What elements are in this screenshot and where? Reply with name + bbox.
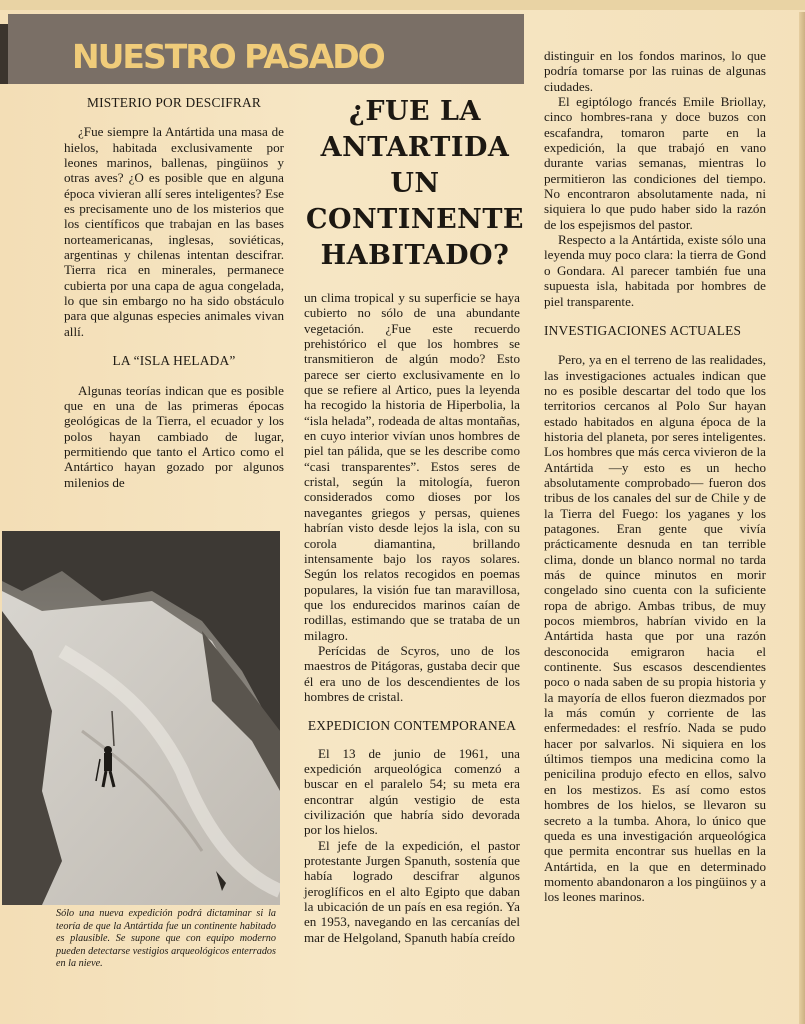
column-1 [64, 95, 284, 490]
antarctic-ice-photo [2, 531, 280, 905]
heading-isla-helada: LA “ISLA HELADA” [112, 353, 236, 369]
paragraph: un clima tropical y su superficie se haya cubierto no sólo de una abundante vegetación. ¿Fue este recuerdo prehistórico el que los hombres se transmitieron de algún modo? Esto parece ser cierto exclusivamente en lo que se refiere al Artico, pues la leyenda ha recogido la historia de Hiperbolia, la “isla helada”, rodeada de altas montañas, en cuyo interior vivían unos hombres de piel tan pálida, que se les describe como “casi transparentes”. Estos seres de cristal, según la mitología, fueron considerados como dioses por los navegantes griegos y persas, quienes habrían visto desde lejos la isla, con su corola diamantina, brillando intensamente bajo los rayos solares. Según los relatos recogidos en poemas populares, la visión fue tan maravillosa, que los endurecidos marinos caían de rodillas, estimando que se trataba de un milagro. [304, 290, 520, 643]
paragraph: distinguir en los fondos marinos, lo que podría tomarse por las ruinas de algunas ciudades. [544, 48, 766, 94]
paragraph: Perícidas de Scyros, uno de los maestros de Pitágoras, gustaba decir que él era uno de los descendientes de los hombres de cristal. [304, 642, 520, 704]
column-3 [544, 48, 766, 905]
article-headline: ¿FUE LA ANTARTIDA UN CONTINENTE HABITADO? [305, 96, 525, 271]
heading-expedicion: EXPEDICION CONTEMPORANEA [307, 718, 517, 734]
paragraph: Respecto a la Antártida, existe sólo una leyenda muy poco clara: la tierra de Gond o Gondara. Al parecer también fue una supuesta isla, habitada por hombres de piel transparente. [544, 232, 766, 309]
banner-edge [0, 24, 8, 84]
section-banner [8, 14, 524, 84]
paragraph: El egiptólogo francés Emile Briollay, cinco hombres-rana y doce buzos con escafandra, tomaron parte en la expedición, la que trabajó en vano durante varias semanas, mientras lo permitieron las condiciones del tiempo. No encontraron absolutamente nada, ni siquiera lo que pudo haber sido la razón de los espejismos del pastor. [544, 94, 766, 232]
top-strip [0, 0, 805, 10]
paragraph: ¿Fue siempre la Antártida una masa de hielos, habitada exclusivamente por leones marinos, ballenas, pingüinos y otras aves? ¿O es posible que en alguna época vivieran allí seres inteligentes? Ese es precisamente uno de los misterios que los científicos que trabajan en las bases norteamericanas, inglesas, soviéticas, argentinas y chilenas intentan descifrar. Tierra rica en minerales, permanece cubierta por una capa de agua congelada, lo que sin embargo no ha sido obstáculo para que algunas especies animales vivan allí. [64, 124, 284, 339]
photo-caption: Sólo una nueva expedición podrá dictaminar si la teoría de que la Antártida fue un continente habitado es plausible. Se supone que con equipo moderno pueden detectarse vestigios arqueológicos enterrados en la nieve. [56, 908, 276, 970]
column-2 [304, 290, 520, 945]
section-title: NUESTRO PASADO [72, 37, 384, 76]
paragraph: El jefe de la expedición, el pastor protestante Jurgen Spanuth, sostenía que había logrado descifrar algunos jeroglíficos en el alto Egipto que daban la ubicación de un país en esa región. Ya en 1953, navegando en las cercanías del mar de Helgoland, Spanuth había creído [304, 837, 520, 945]
page-edge [799, 12, 805, 1024]
paragraph: El 13 de junio de 1961, una expedición arqueológica comenzó a buscar en el paralelo 54; su meta era encontrar algún vestigio de esta civilización que habría sido devorada por los hielos. [304, 745, 520, 838]
heading-investigaciones: INVESTIGACIONES ACTUALES [544, 322, 742, 338]
paragraph: Algunas teorías indican que es posible que en una de las primeras épocas geológicas de la Tierra, el ecuador y los polos hayan cambiado de lugar, permitiendo que tanto el Artico como el Antártico hayan gozado por algunos milenios de [64, 382, 284, 490]
paragraph: Pero, ya en el terreno de las realidades, las investigaciones actuales indican que no es posible descartar del todo que los territorios cercanos al Polo Sur hayan estado habitados en alguna época de la historia del planeta, por seres inteligentes. Los hombres que más cerca vivieron de la Antártida —y esto es un hecho absolutamente comprobado— fueron dos tribus de los canales del sur de Chile y de la Tierra del Fuego: los yaganes y los patagones. Eran gente que vivía prácticamente desnuda en tan terrible clima, donde un blanco normal no tarda más de quince minutos en morir congelado sino cuenta con la suficiente ropa de abrigo. Ambas tribus, de muy pocos miembros, habrían vivido en la Antártida hasta que por una razón desconocida emigraron hacia el continente. Sus escasos descendientes poco o nada saben de su propia historia y la mayoría de ellos fueron diezmados por la más común y corriente de las enfermedades: el resfrío. Nada se pudo hacer por salvarlos. Ni siquiera en los últimos tiempos una medicina como la penicilina produjo efecto en ellos, salvo en los mestizos. Es así como estos hombres de los hielos, se llevaron su secreto a la tumba. Ahora, lo único que queda es una investigación arqueológica que permita encontrar sus huellas en la Antártida, en la que en determinado momento abandonaron a los pingüinos y a los leones marinos. [544, 352, 766, 905]
heading-misterio: MISTERIO POR DESCIFRAR [86, 95, 262, 110]
